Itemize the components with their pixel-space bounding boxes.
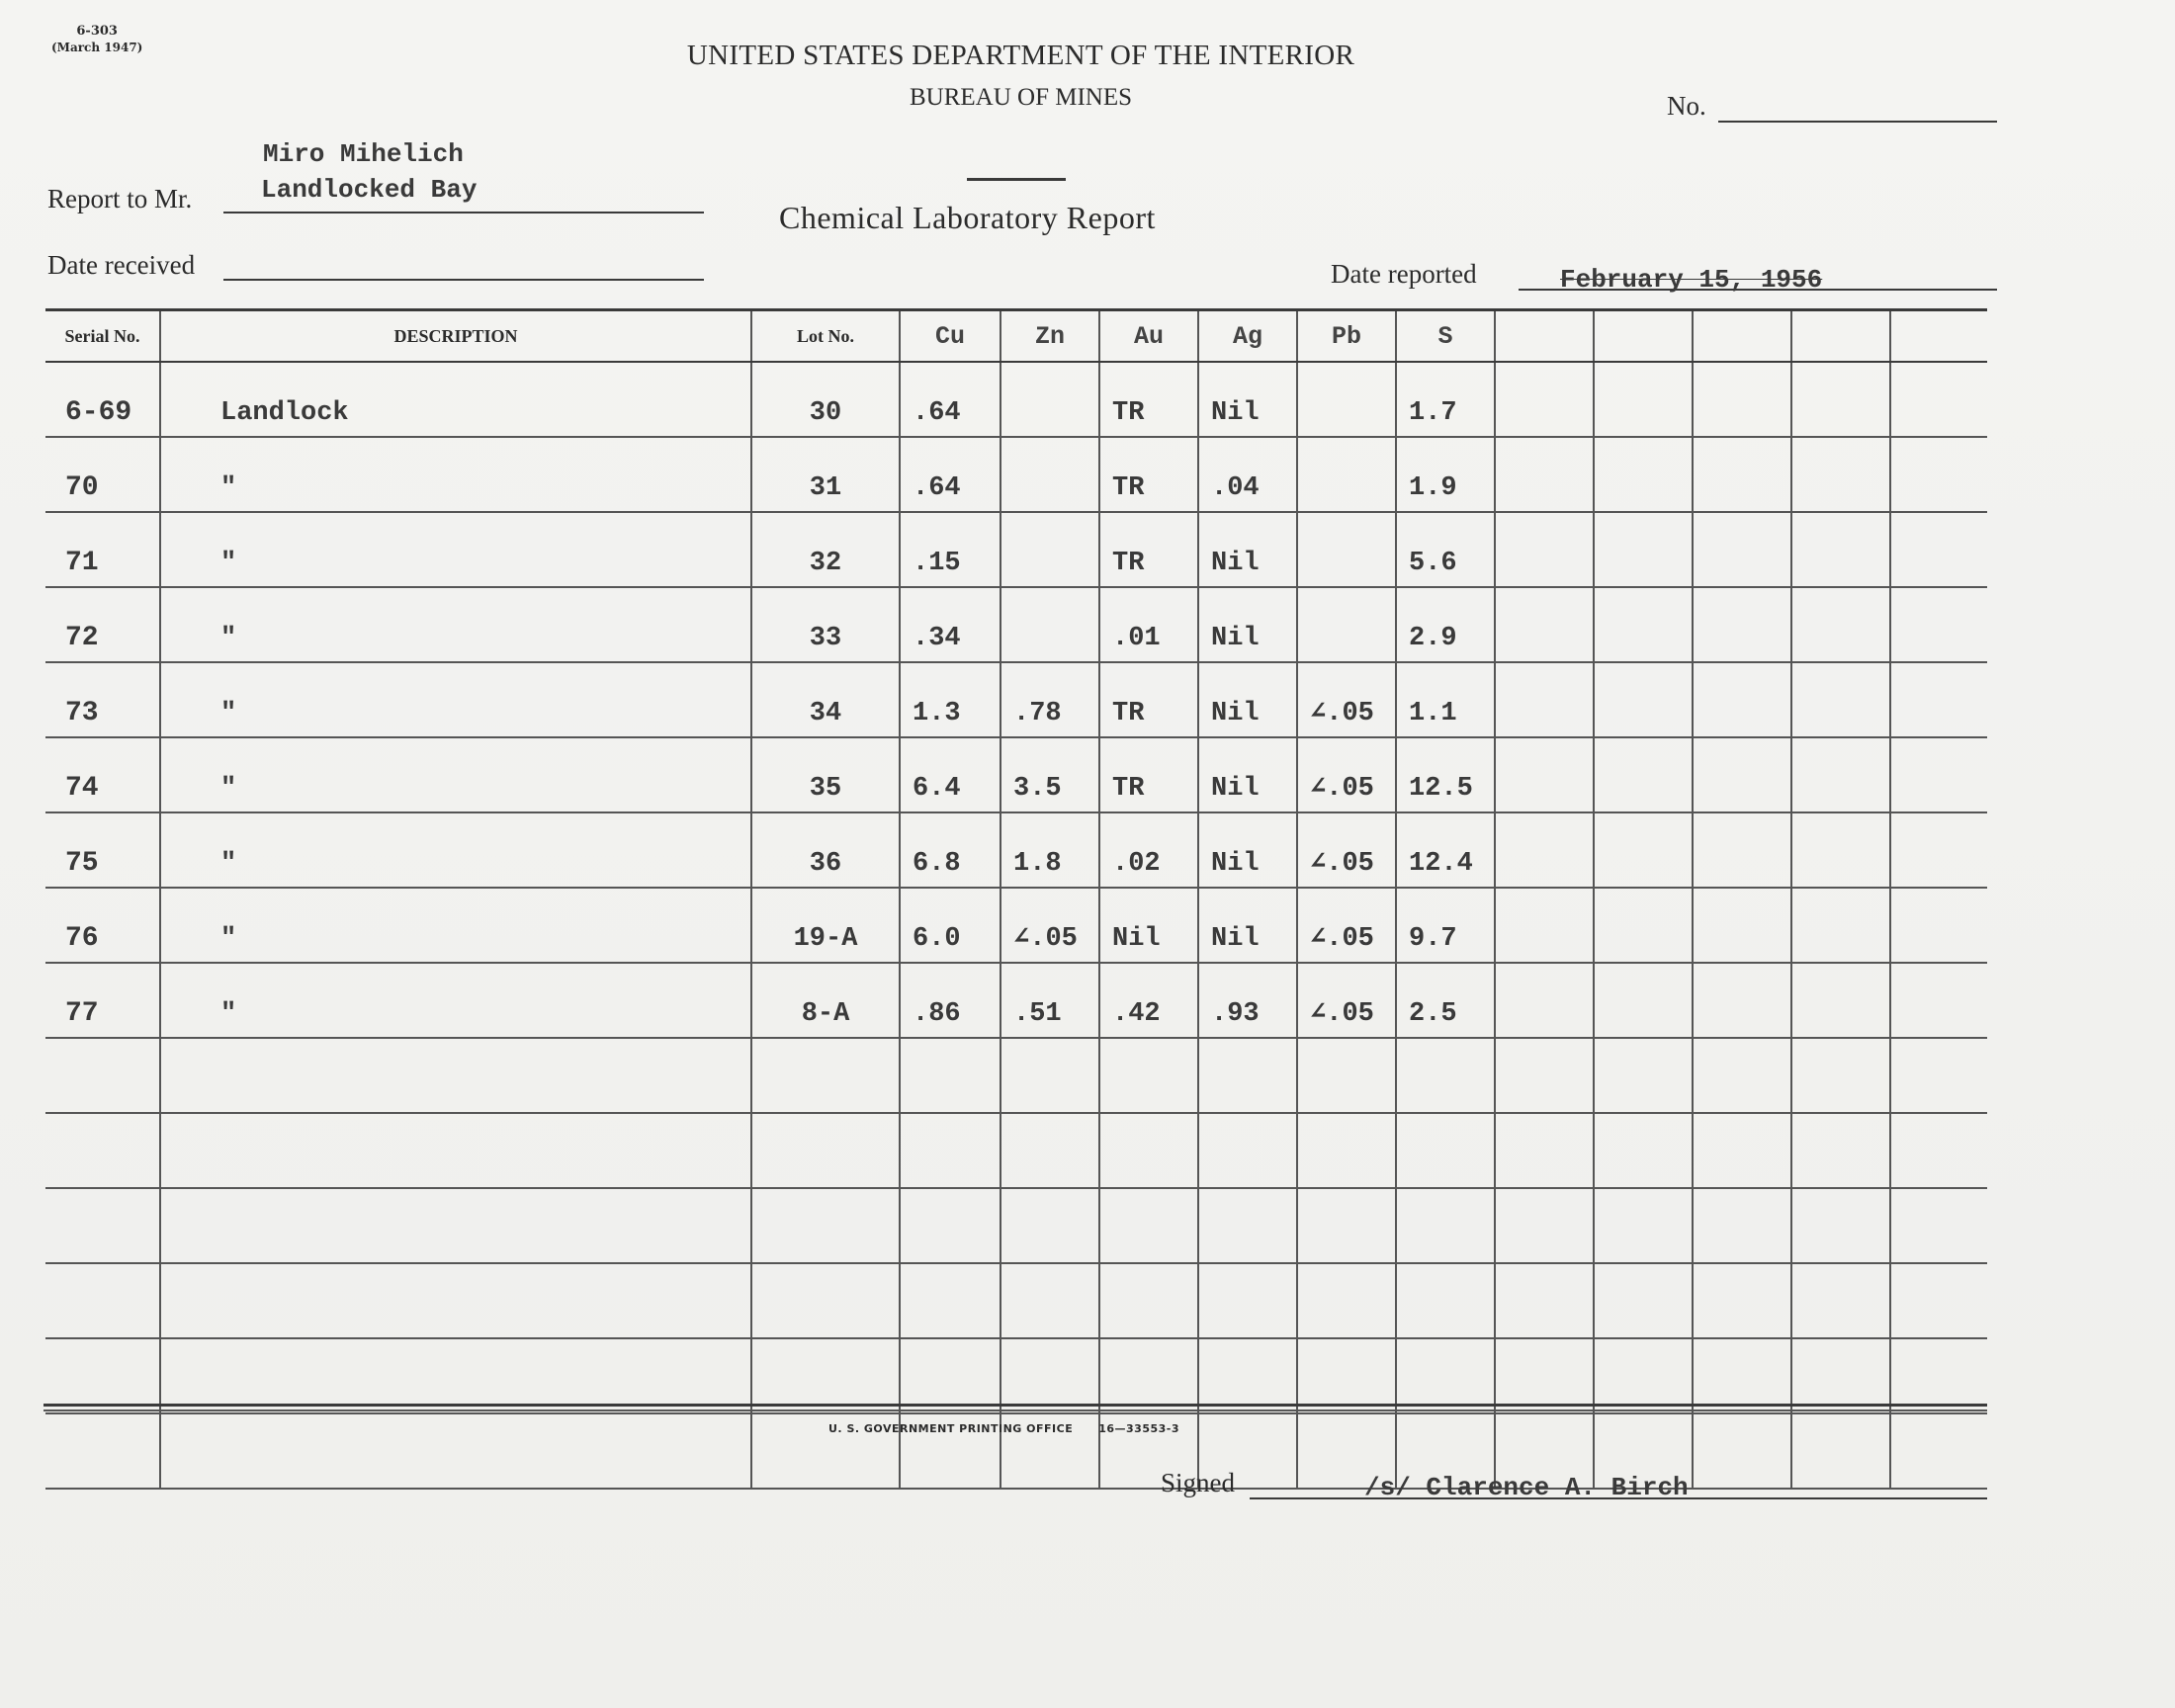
cell-blank: [1693, 1113, 1791, 1188]
report-to-name: Miro Mihelich: [263, 139, 464, 169]
cell-au: Nil: [1099, 888, 1198, 963]
cell-description: ": [160, 888, 751, 963]
cell-lot: [751, 1188, 900, 1263]
cell-au: [1099, 1188, 1198, 1263]
cell-blank: [1791, 587, 1890, 662]
blank-row: [45, 1338, 1987, 1413]
cell-lot: 35: [751, 737, 900, 812]
cell-blank: [1693, 812, 1791, 888]
cell-blank: [1495, 437, 1594, 512]
col-lot: Lot No.: [751, 310, 900, 363]
cell-ag: .93: [1198, 963, 1297, 1038]
report-to-location: Landlocked Bay: [261, 175, 478, 205]
cell-blank: [1594, 1263, 1693, 1338]
cell-au: [1099, 1038, 1198, 1113]
cell-blank: [1495, 963, 1594, 1038]
cell-blank: [1791, 1263, 1890, 1338]
cell-lot: [751, 1038, 900, 1113]
cell-cu: 6.8: [900, 812, 1000, 888]
cell-blank: [1791, 812, 1890, 888]
cell-ag: .04: [1198, 437, 1297, 512]
cell-blank: [1890, 1338, 1987, 1413]
cell-au: .01: [1099, 587, 1198, 662]
cell-description: ": [160, 812, 751, 888]
cell-blank: [1495, 1263, 1594, 1338]
cell-blank: [1594, 512, 1693, 587]
table-header-row: [45, 310, 1987, 363]
cell-zn: [1000, 362, 1099, 437]
cell-cu: 1.3: [900, 662, 1000, 737]
cell-serial: [45, 1113, 160, 1188]
cell-serial: [45, 1188, 160, 1263]
cell-s: 9.7: [1396, 888, 1495, 963]
cell-lot: 30: [751, 362, 900, 437]
cell-cu: .64: [900, 437, 1000, 512]
cell-blank: [1693, 888, 1791, 963]
department-heading: UNITED STATES DEPARTMENT OF THE INTERIOR: [686, 40, 1355, 71]
blank-row: [45, 1188, 1987, 1263]
cell-blank: [1791, 1338, 1890, 1413]
cell-lot: [751, 1338, 900, 1413]
table-row: [45, 362, 1987, 437]
cell-blank: [1791, 737, 1890, 812]
cell-ag: [1198, 1188, 1297, 1263]
cell-pb: [1297, 1113, 1396, 1188]
cell-au: TR: [1099, 737, 1198, 812]
cell-blank: [1594, 1188, 1693, 1263]
cell-blank: [1890, 1188, 1987, 1263]
date-reported-label: Date reported: [1331, 259, 1477, 289]
cell-pb: ∠.05: [1297, 662, 1396, 737]
cell-ag: [1198, 1338, 1297, 1413]
cell-blank: [1495, 812, 1594, 888]
table-row: [45, 737, 1987, 812]
cell-pb: [1297, 1038, 1396, 1113]
report-title: Chemical Laboratory Report: [779, 200, 1156, 235]
cell-ag: [1198, 1263, 1297, 1338]
cell-lot: [751, 1113, 900, 1188]
cell-description: [160, 1413, 751, 1489]
cell-blank: [1890, 362, 1987, 437]
cell-description: ": [160, 963, 751, 1038]
cell-zn: .78: [1000, 662, 1099, 737]
cell-pb: ∠.05: [1297, 812, 1396, 888]
cell-au: .02: [1099, 812, 1198, 888]
cell-blank: [1495, 362, 1594, 437]
cell-serial: 70: [45, 437, 160, 512]
cell-serial: 73: [45, 662, 160, 737]
cell-serial: 6-69: [45, 362, 160, 437]
cell-blank: [1693, 963, 1791, 1038]
cell-blank: [1495, 587, 1594, 662]
cell-lot: [751, 1263, 900, 1338]
cell-pb: ∠.05: [1297, 737, 1396, 812]
cell-s: 12.4: [1396, 812, 1495, 888]
cell-cu: .64: [900, 362, 1000, 437]
cell-blank: [1890, 963, 1987, 1038]
col-serial: Serial No.: [45, 310, 160, 363]
form-number: 6-303: [76, 24, 118, 39]
cell-blank: [1693, 737, 1791, 812]
table-row: [45, 587, 1987, 662]
cell-cu: 6.4: [900, 737, 1000, 812]
cell-lot: 31: [751, 437, 900, 512]
cell-blank: [1890, 1413, 1987, 1489]
cell-blank: [1594, 662, 1693, 737]
cell-s: [1396, 1263, 1495, 1338]
cell-au: TR: [1099, 662, 1198, 737]
cell-blank: [1594, 812, 1693, 888]
cell-serial: [45, 1338, 160, 1413]
col-blank: [1594, 310, 1693, 363]
col-s: S: [1396, 310, 1495, 363]
col-blank: [1890, 310, 1987, 363]
cell-s: 2.9: [1396, 587, 1495, 662]
cell-blank: [1890, 662, 1987, 737]
cell-au: TR: [1099, 362, 1198, 437]
cell-pb: ∠.05: [1297, 888, 1396, 963]
blank-row: [45, 1113, 1987, 1188]
cell-blank: [1594, 587, 1693, 662]
cell-blank: [1890, 1113, 1987, 1188]
cell-description: ": [160, 737, 751, 812]
date-received-label: Date received: [47, 250, 196, 280]
cell-ag: Nil: [1198, 362, 1297, 437]
table-row: [45, 512, 1987, 587]
cell-blank: [1791, 362, 1890, 437]
cell-serial: [45, 1038, 160, 1113]
cell-blank: [1693, 1263, 1791, 1338]
cell-cu: [900, 1263, 1000, 1338]
cell-zn: [1000, 1263, 1099, 1338]
cell-blank: [1495, 1188, 1594, 1263]
cell-zn: [1000, 1038, 1099, 1113]
cell-blank: [1495, 1038, 1594, 1113]
cell-ag: Nil: [1198, 812, 1297, 888]
cell-blank: [1890, 812, 1987, 888]
cell-ag: Nil: [1198, 512, 1297, 587]
cell-blank: [1594, 888, 1693, 963]
cell-blank: [1791, 1413, 1890, 1489]
col-blank: [1791, 310, 1890, 363]
cell-ag: Nil: [1198, 737, 1297, 812]
cell-pb: [1297, 512, 1396, 587]
cell-blank: [1791, 1113, 1890, 1188]
cell-description: ": [160, 587, 751, 662]
cell-pb: [1297, 1263, 1396, 1338]
cell-pb: [1297, 362, 1396, 437]
cell-zn: 3.5: [1000, 737, 1099, 812]
cell-pb: ∠.05: [1297, 963, 1396, 1038]
cell-cu: [900, 1113, 1000, 1188]
cell-zn: 1.8: [1000, 812, 1099, 888]
table-row: [45, 888, 1987, 963]
table-row: [45, 963, 1987, 1038]
cell-lot: 36: [751, 812, 900, 888]
lab-results-table: [45, 308, 1987, 1490]
cell-s: 1.7: [1396, 362, 1495, 437]
cell-blank: [1594, 1338, 1693, 1413]
table-row: [45, 437, 1987, 512]
cell-description: [160, 1263, 751, 1338]
cell-blank: [1791, 437, 1890, 512]
cell-s: [1396, 1338, 1495, 1413]
table-body: [45, 362, 1987, 1489]
cell-pb: [1297, 1188, 1396, 1263]
table-bottom-rule: [44, 1404, 1987, 1407]
cell-blank: [1890, 888, 1987, 963]
cell-serial: [45, 1413, 160, 1489]
cell-blank: [1693, 437, 1791, 512]
signature: /s/ Clarence A. Birch: [1364, 1473, 1689, 1502]
col-blank: [1495, 310, 1594, 363]
title-rule: [967, 178, 1066, 181]
cell-lot: 19-A: [751, 888, 900, 963]
cell-lot: 8-A: [751, 963, 900, 1038]
cell-serial: 74: [45, 737, 160, 812]
cell-ag: Nil: [1198, 662, 1297, 737]
cell-s: 5.6: [1396, 512, 1495, 587]
cell-au: [1099, 1338, 1198, 1413]
cell-ag: [1198, 1038, 1297, 1113]
cell-description: [160, 1038, 751, 1113]
cell-s: 12.5: [1396, 737, 1495, 812]
cell-description: [160, 1113, 751, 1188]
cell-blank: [1594, 1038, 1693, 1113]
cell-blank: [1890, 1263, 1987, 1338]
cell-blank: [1791, 662, 1890, 737]
cell-s: [1396, 1188, 1495, 1263]
cell-zn: [1000, 437, 1099, 512]
col-ag: Ag: [1198, 310, 1297, 363]
table-row: [45, 662, 1987, 737]
cell-lot: 32: [751, 512, 900, 587]
cell-blank: [1594, 1113, 1693, 1188]
cell-s: 2.5: [1396, 963, 1495, 1038]
cell-blank: [1495, 512, 1594, 587]
cell-cu: [900, 1188, 1000, 1263]
cell-blank: [1495, 737, 1594, 812]
cell-blank: [1495, 662, 1594, 737]
cell-cu: 6.0: [900, 888, 1000, 963]
cell-blank: [1890, 737, 1987, 812]
cell-pb: [1297, 587, 1396, 662]
cell-serial: 71: [45, 512, 160, 587]
cell-blank: [1693, 1338, 1791, 1413]
cell-blank: [1890, 587, 1987, 662]
cell-zn: .51: [1000, 963, 1099, 1038]
blank-row: [45, 1038, 1987, 1113]
printer-imprint: [828, 1422, 1179, 1435]
cell-description: Landlock: [160, 362, 751, 437]
cell-blank: [1791, 512, 1890, 587]
col-cu: Cu: [900, 310, 1000, 363]
cell-blank: [1594, 737, 1693, 812]
cell-serial: 72: [45, 587, 160, 662]
cell-zn: [1000, 587, 1099, 662]
cell-serial: 75: [45, 812, 160, 888]
cell-serial: 76: [45, 888, 160, 963]
signed-label: Signed: [1161, 1468, 1236, 1497]
blank-row: [45, 1263, 1987, 1338]
cell-blank: [1693, 587, 1791, 662]
cell-au: TR: [1099, 437, 1198, 512]
cell-s: 1.1: [1396, 662, 1495, 737]
report-to-line: [223, 212, 704, 214]
cell-blank: [1890, 512, 1987, 587]
col-au: Au: [1099, 310, 1198, 363]
cell-blank: [1693, 662, 1791, 737]
cell-description: [160, 1338, 751, 1413]
cell-zn: [1000, 1188, 1099, 1263]
cell-blank: [1594, 437, 1693, 512]
cell-cu: .86: [900, 963, 1000, 1038]
cell-serial: [45, 1263, 160, 1338]
printer-code: 16—33553-3: [1098, 1422, 1180, 1435]
cell-lot: 33: [751, 587, 900, 662]
cell-blank: [1693, 1038, 1791, 1113]
cell-ag: Nil: [1198, 888, 1297, 963]
cell-blank: [1693, 1188, 1791, 1263]
no-field-line: [1718, 121, 1997, 123]
cell-zn: [1000, 1113, 1099, 1188]
cell-description: ": [160, 437, 751, 512]
cell-zn: [1000, 512, 1099, 587]
cell-blank: [1890, 437, 1987, 512]
cell-au: [1099, 1263, 1198, 1338]
cell-blank: [1791, 1188, 1890, 1263]
cell-s: 1.9: [1396, 437, 1495, 512]
table-row: [45, 812, 1987, 888]
cell-cu: .34: [900, 587, 1000, 662]
cell-cu: [900, 1338, 1000, 1413]
report-to-label: Report to Mr.: [47, 184, 193, 214]
cell-pb: [1297, 437, 1396, 512]
cell-zn: [1000, 1338, 1099, 1413]
bureau-heading: BUREAU OF MINES: [909, 84, 1133, 111]
cell-blank: [1594, 362, 1693, 437]
cell-description: ": [160, 662, 751, 737]
no-label: No.: [1667, 91, 1706, 121]
cell-pb: [1297, 1338, 1396, 1413]
cell-blank: [1791, 1038, 1890, 1113]
cell-s: [1396, 1038, 1495, 1113]
cell-au: TR: [1099, 512, 1198, 587]
cell-cu: [900, 1038, 1000, 1113]
cell-blank: [1693, 362, 1791, 437]
cell-blank: [1594, 963, 1693, 1038]
form-revision: (March 1947): [51, 41, 143, 54]
table-bottom-rule: [44, 1409, 1987, 1411]
col-description: DESCRIPTION: [160, 310, 751, 363]
cell-au: [1099, 1113, 1198, 1188]
cell-serial: 77: [45, 963, 160, 1038]
cell-blank: [1890, 1038, 1987, 1113]
cell-zn: ∠.05: [1000, 888, 1099, 963]
cell-ag: Nil: [1198, 587, 1297, 662]
cell-cu: .15: [900, 512, 1000, 587]
printer-name: U. S. GOVERNMENT PRINTING OFFICE: [828, 1422, 1074, 1435]
cell-s: [1396, 1113, 1495, 1188]
cell-au: .42: [1099, 963, 1198, 1038]
cell-description: ": [160, 512, 751, 587]
date-received-line: [223, 279, 704, 281]
cell-blank: [1495, 1113, 1594, 1188]
col-pb: Pb: [1297, 310, 1396, 363]
cell-blank: [1495, 1338, 1594, 1413]
col-zn: Zn: [1000, 310, 1099, 363]
cell-blank: [1791, 963, 1890, 1038]
cell-blank: [1693, 512, 1791, 587]
cell-blank: [1791, 888, 1890, 963]
cell-ag: [1198, 1113, 1297, 1188]
cell-description: [160, 1188, 751, 1263]
col-blank: [1693, 310, 1791, 363]
cell-lot: 34: [751, 662, 900, 737]
date-reported-value: February 15, 1956: [1560, 265, 1823, 295]
cell-blank: [1693, 1413, 1791, 1489]
cell-blank: [1495, 888, 1594, 963]
